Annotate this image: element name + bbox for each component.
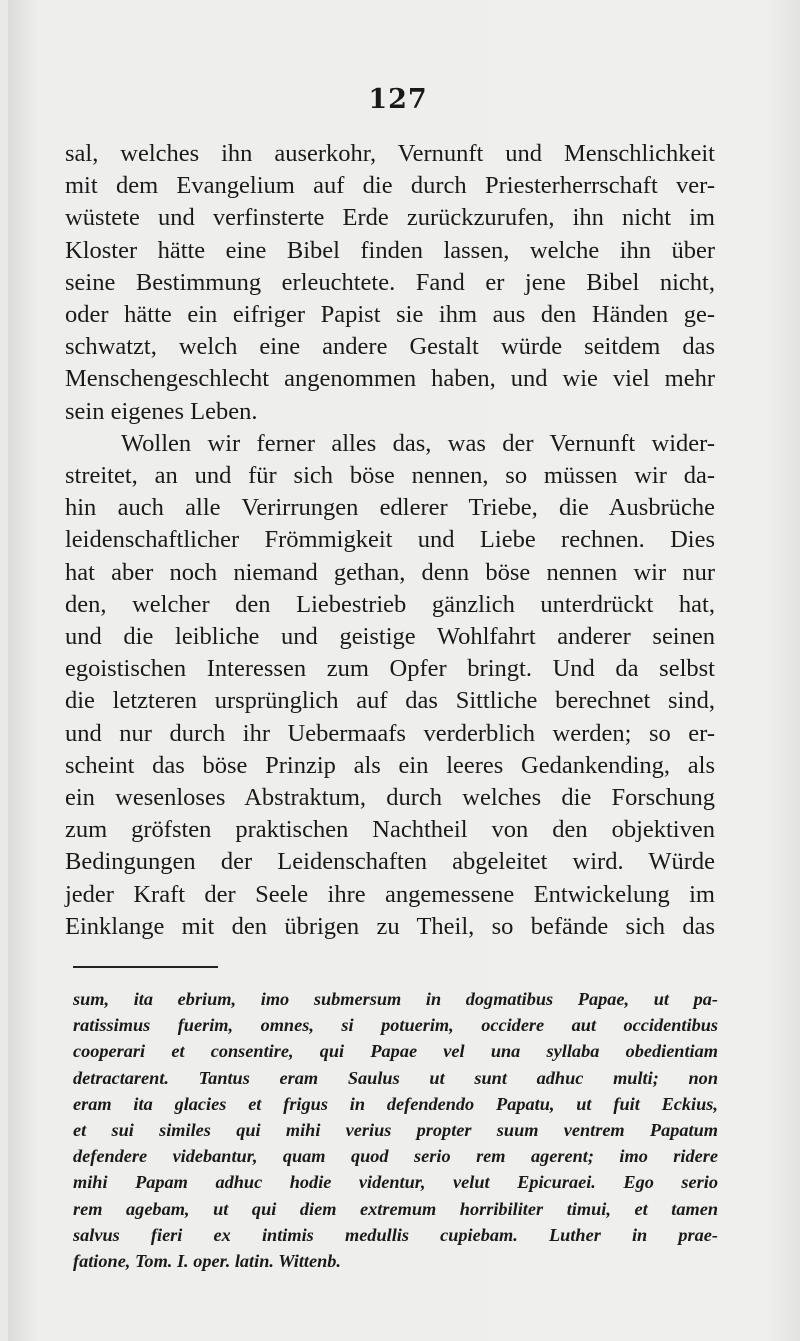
footnote-line: fatione, Tom. I. oper. latin. Wittenb.: [73, 1251, 341, 1272]
footnote-line: salvus fieri ex intimis medullis cupiebam. Luther in prae-: [73, 1224, 718, 1245]
text-line: scheint das böse Prinzip als ein leeres Gedankending, als: [65, 751, 715, 779]
text-line: mit dem Evangelium auf die durch Priesterherrschaft ver-: [65, 172, 715, 200]
text-line: hin auch alle Verirrungen edlerer Triebe, die Ausbrüche: [65, 494, 715, 522]
text-line: sein eigenes Leben.: [65, 397, 258, 425]
footnote-line: rem agebam, ut qui diem extremum horribiliter timui, et tamen: [73, 1198, 718, 1219]
text-line: seine Bestimmung erleuchtete. Fand er jene Bibel nicht,: [65, 268, 715, 296]
body-text: [65, 138, 715, 943]
footnote: [73, 986, 718, 1274]
text-line: ein wesenloses Abstraktum, durch welches die Forschung: [65, 784, 715, 812]
text-line: oder hätte ein eifriger Papist sie ihm aus den Händen ge-: [65, 301, 715, 329]
footnote-line: cooperari et consentire, qui Papae vel una syllaba obedientiam: [73, 1041, 718, 1062]
text-line: Wollen wir ferner alles das, was der Vernunft wider-: [121, 429, 715, 457]
text-line: Kloster hätte eine Bibel finden lassen, welche ihn über: [65, 236, 715, 264]
footnote-line: detractarent. Tantus eram Saulus ut sunt adhuc multi; non: [73, 1067, 718, 1088]
footnote-line: mihi Papam adhuc hodie videntur, velut Epicuraei. Ego serio: [73, 1172, 718, 1193]
footnote-divider: [73, 966, 218, 968]
text-line: jeder Kraft der Seele ihre angemessene Entwickelung im: [65, 880, 715, 908]
text-line: den, welcher den Liebestrieb gänzlich unterdrückt hat,: [65, 590, 715, 618]
text-line: leidenschaftlicher Frömmigkeit und Liebe rechnen. Dies: [65, 526, 715, 554]
text-line: die letzteren ursprünglich auf das Sittliche berechnet sind,: [65, 687, 715, 715]
text-line: und die leibliche und geistige Wohlfahrt anderer seinen: [65, 623, 715, 651]
footnote-line: eram ita glacies et frigus in defendendo Papatu, ut fuit Eckius,: [73, 1093, 718, 1114]
text-line: und nur durch ihr Uebermaafs verderblich werden; so er-: [65, 719, 715, 747]
footnote-line: ratissimus fuerim, omnes, si potuerim, occidere aut occidentibus: [73, 1015, 718, 1036]
footnote-line: sum, ita ebrium, imo submersum in dogmatibus Papae, ut pa-: [73, 989, 718, 1009]
text-line: egoistischen Interessen zum Opfer bringt. Und da selbst: [65, 655, 715, 683]
text-line: wüstete und verfinsterte Erde zurückzurufen, ihn nicht im: [65, 204, 715, 232]
text-line: hat aber noch niemand gethan, denn böse nennen wir nur: [65, 558, 715, 586]
text-line: schwatzt, welch eine andere Gestalt würde seitdem das: [65, 333, 715, 361]
text-line: Menschengeschlecht angenommen haben, und wie viel mehr: [65, 365, 715, 393]
text-line: streitet, an und für sich böse nennen, so müssen wir da-: [65, 462, 715, 490]
text-line: sal, welches ihn auserkohr, Vernunft und Menschlichkeit: [65, 140, 715, 167]
footnote-line: et sui similes qui mihi verius propter suum ventrem Papatum: [73, 1120, 718, 1141]
text-line: Bedingungen der Leidenschaften abgeleitet wird. Würde: [65, 848, 715, 876]
page-number: 127: [368, 84, 428, 115]
book-page: [8, 0, 800, 1341]
text-line: zum gröfsten praktischen Nachtheil von den objektiven: [65, 816, 715, 844]
text-line: Einklange mit den übrigen zu Theil, so befände sich das: [65, 912, 715, 940]
footnote-line: defendere videbantur, quam quod serio rem agerent; imo ridere: [73, 1146, 718, 1167]
